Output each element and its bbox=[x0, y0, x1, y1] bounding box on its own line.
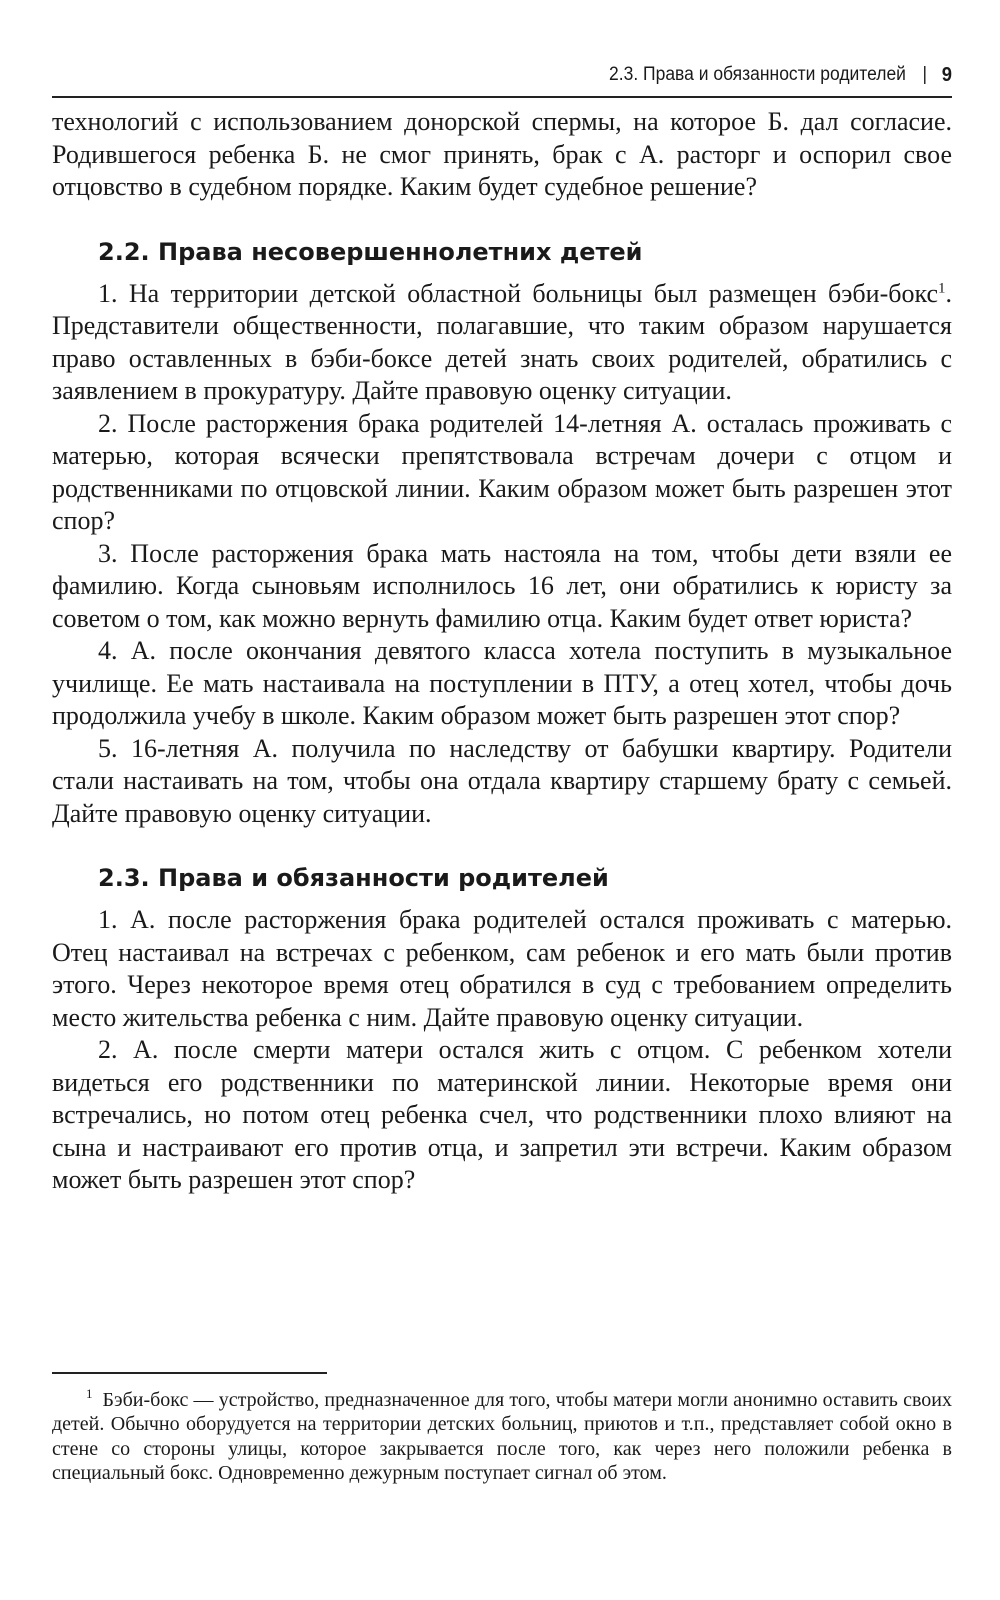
section-2-3-item-2: 2. А. после смерти матери остался жить с отцом. С ребенком хотели видеться его родственники по материнской линии. Некоторые время они встречались, но потом отец ребенка счел, что родственники плохо влияют на сына и настраивают его против отца, и запретил эти встречи. Каким образом может быть разрешен этот спор? bbox=[52, 1035, 952, 1194]
section-2-3-title: 2.3. Права и обязанности родителей bbox=[98, 864, 609, 892]
header-rule bbox=[52, 96, 952, 98]
footnote-text: Бэби-бокс — устройство, предназначенное для того, чтобы матери могли анонимно оставить своих детей. Обычно оборудуется на территории детских больниц, приютов и т.п., представляет собой окно в стене со стороны улицы, которое закрывается после того, как через него положили ребенка в специальный бокс. Одновременно дежурным поступает сигнал об этом. bbox=[52, 1389, 952, 1485]
section-2-2-item-4: 4. А. после окончания девятого класса хотела поступить в музыкальное училище. Ее мать настаивала на поступлении в ПТУ, а отец хотел, чтобы дочь продолжила учебу в школе. Каким образом может быть разрешен этот спор? bbox=[52, 636, 952, 730]
footnote bbox=[52, 1388, 952, 1486]
item-1-text-b: . Представители общественности, полагавшие, что таким образом нарушается право оставленных в бэби-боксе детей знать своих родителей, обратились с заявлением в прокуратуру. Дайте правовую оценку ситуации. bbox=[52, 278, 952, 405]
section-2-2-item-3: 3. После расторжения брака мать настояла на том, чтобы дети взяли ее фамилию. Когда сыновьям исполнилось 16 лет, они обратились к юристу за советом о том, как можно вернуть фамилию отца. Каким будет ответ юриста? bbox=[52, 538, 952, 633]
intro-paragraph: технологий с использованием донорской спермы, на которое Б. дал согласие. Родившегося ребенка Б. не смог принять, брак с А. расторг и оспорил свое отцовство в судебном порядке. Каким будет судебное решение? bbox=[52, 107, 952, 201]
page-body bbox=[52, 106, 952, 1197]
item-1-text-a: 1. На территории детской областной больницы был размещен бэби-бокс bbox=[98, 278, 938, 308]
footnote-mark: 1 bbox=[86, 1386, 93, 1402]
section-2-2-item-5: 5. 16-летняя А. получила по наследству от бабушки квартиру. Родители стали настаивать на том, чтобы она отдала квартиру старшему брату с семьей. Дайте правовую оценку ситуации. bbox=[52, 733, 952, 828]
section-2-2-title: 2.2. Права несовершеннолетних детей bbox=[98, 237, 643, 266]
section-2-2-item-2: 2. После расторжения брака родителей 14-летняя А. осталась проживать с матерью, которая всячески препятствовала встречам дочери с отцом и родственниками по отцовской линии. Каким образом может быть разрешен этот спор? bbox=[52, 408, 952, 535]
header-separator: | bbox=[922, 64, 928, 85]
footnote-rule bbox=[52, 1372, 327, 1374]
page-number: 9 bbox=[941, 63, 952, 86]
section-2-3-item-1: 1. А. после расторжения брака родителей остался проживать с матерью. Отец настаивал на встречах с ребенком, сам ребенок и его мать были против этого. Через некоторое время отец обратился в суд с требованием определить место жительства ребенка с ним. Дайте правовую оценку ситуации. bbox=[52, 905, 952, 1032]
footnote-paragraph bbox=[52, 1388, 952, 1486]
running-header bbox=[124, 58, 952, 92]
running-title: 2.3. Права и обязанности родителей bbox=[609, 64, 906, 85]
section-2-2-item-1 bbox=[52, 278, 952, 408]
footnote-reference: 1 bbox=[938, 279, 946, 296]
